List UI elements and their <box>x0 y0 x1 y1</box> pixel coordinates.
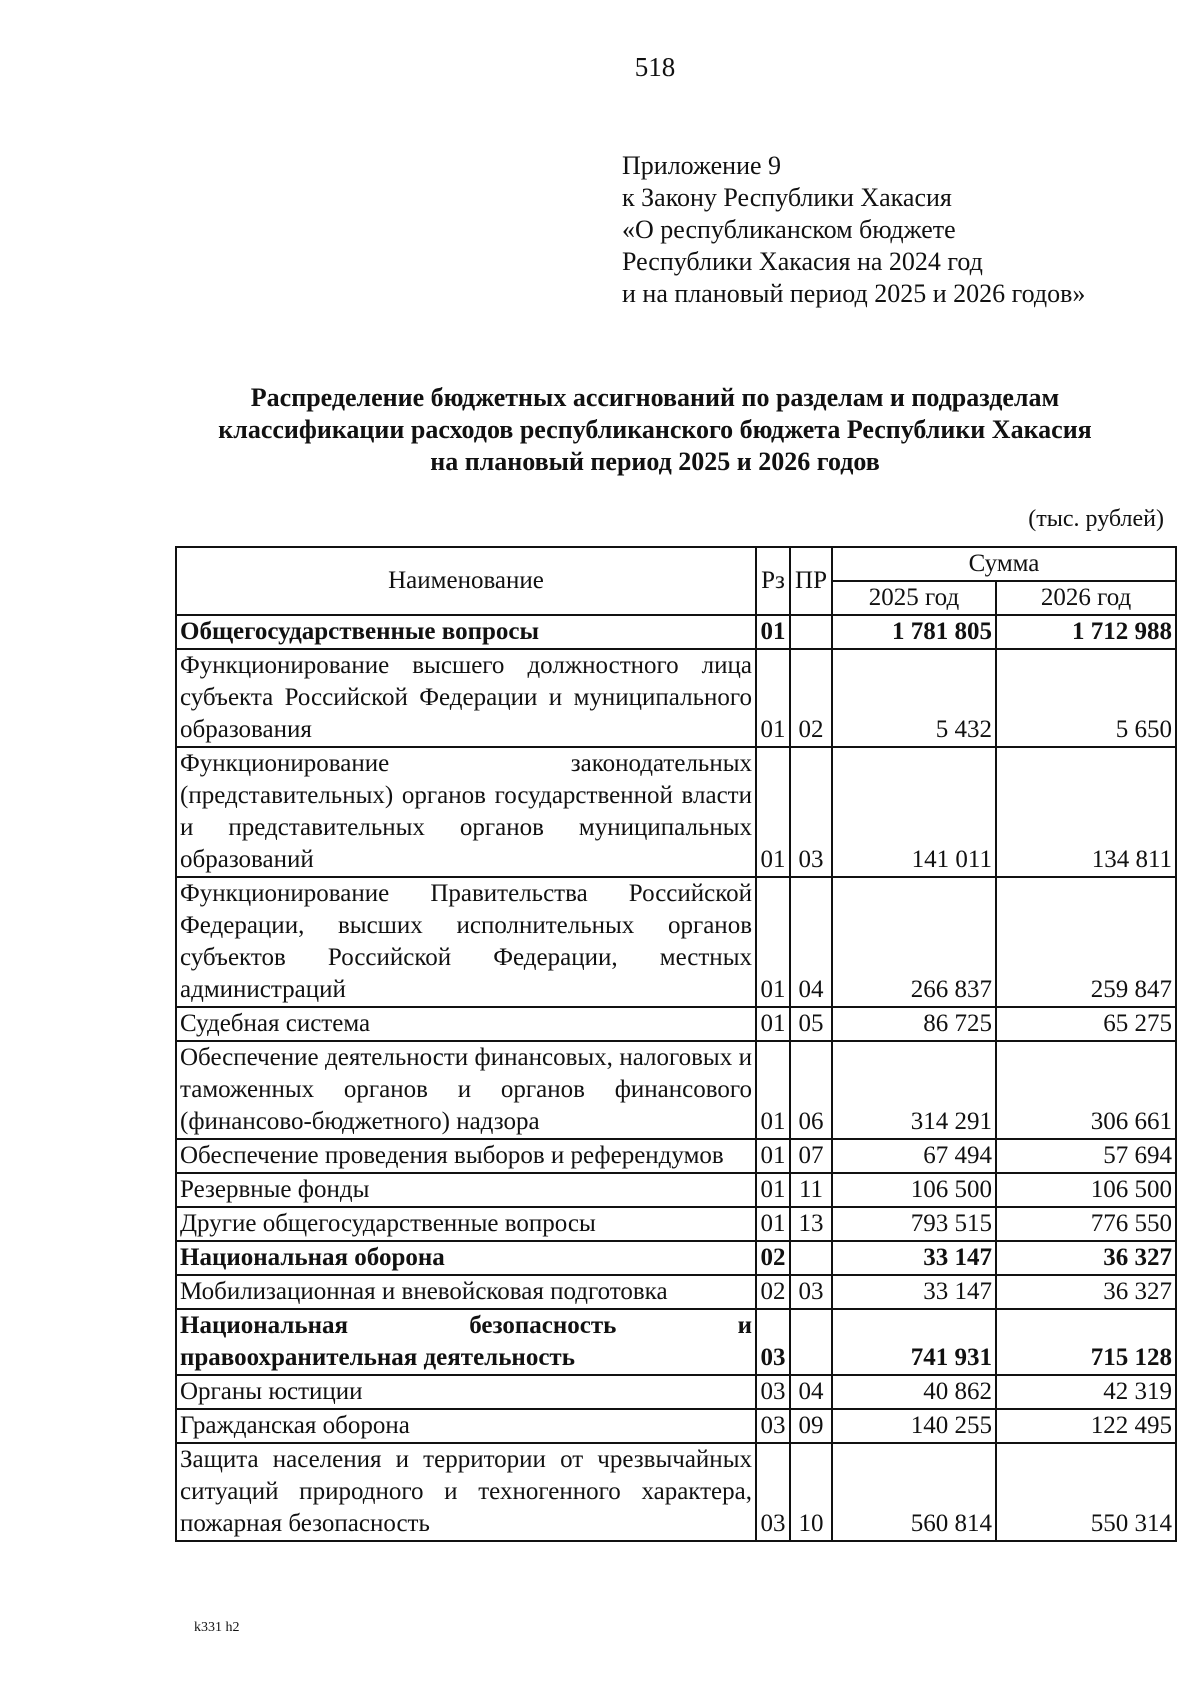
amount-2025-cell: 141 011 <box>832 747 996 877</box>
name-cell: Мобилизационная и вневойсковая подготовка <box>176 1275 756 1309</box>
appendix-line: Республики Хакасия на 2024 год <box>622 247 983 276</box>
header-sum: Сумма <box>832 547 1176 581</box>
table-row <box>176 1139 1176 1173</box>
appendix-line: и на плановый период 2025 и 2026 годов» <box>622 279 1086 308</box>
amount-2026-cell: 776 550 <box>996 1207 1176 1241</box>
amount-2026-cell: 42 319 <box>996 1375 1176 1409</box>
rz-cell: 03 <box>756 1409 790 1443</box>
amount-2026-cell: 550 314 <box>996 1443 1176 1541</box>
table-row <box>176 1275 1176 1309</box>
rz-cell: 03 <box>756 1443 790 1541</box>
name-cell: Общегосударственные вопросы <box>176 615 756 649</box>
name-cell: Национальная безопасность и правоохранительная деятельность <box>176 1309 756 1375</box>
pr-cell <box>790 615 832 649</box>
title-line: Распределение бюджетных ассигнований по разделам и подразделам <box>250 383 1060 412</box>
amount-2025-cell: 314 291 <box>832 1041 996 1139</box>
rz-cell: 01 <box>756 1207 790 1241</box>
units-label: (тыс. рублей) <box>1028 506 1164 532</box>
table-row <box>176 1041 1176 1139</box>
pr-cell: 05 <box>790 1007 832 1041</box>
amount-2025-cell: 5 432 <box>832 649 996 747</box>
table-row <box>176 1207 1176 1241</box>
table-row <box>176 1409 1176 1443</box>
pr-cell: 10 <box>790 1443 832 1541</box>
page-number: 518 <box>634 52 676 82</box>
amount-2026-cell: 65 275 <box>996 1007 1176 1041</box>
name-cell: Гражданская оборона <box>176 1409 756 1443</box>
title-line: на плановый период 2025 и 2026 годов <box>430 447 880 476</box>
pr-cell <box>790 1241 832 1275</box>
amount-2026-cell: 36 327 <box>996 1275 1176 1309</box>
pr-cell: 02 <box>790 649 832 747</box>
rz-cell: 01 <box>756 1041 790 1139</box>
name-cell: Защита населения и территории от чрезвычайных ситуаций природного и техногенного характера, пожарная безопасность <box>176 1443 756 1541</box>
footer-code: k331 h2 <box>194 1620 240 1635</box>
pr-cell: 13 <box>790 1207 832 1241</box>
pr-cell: 03 <box>790 1275 832 1309</box>
amount-2025-cell: 266 837 <box>832 877 996 1007</box>
rz-cell: 01 <box>756 877 790 1007</box>
appendix-line: «О республиканском бюджете <box>622 215 956 244</box>
rz-cell: 02 <box>756 1275 790 1309</box>
name-cell: Органы юстиции <box>176 1375 756 1409</box>
rz-cell: 01 <box>756 1007 790 1041</box>
amount-2026-cell: 715 128 <box>996 1309 1176 1375</box>
amount-2026-cell: 36 327 <box>996 1241 1176 1275</box>
amount-2025-cell: 40 862 <box>832 1375 996 1409</box>
pr-cell: 04 <box>790 877 832 1007</box>
header-year-2025: 2025 год <box>832 581 996 615</box>
amount-2025-cell: 106 500 <box>832 1173 996 1207</box>
amount-2026-cell: 259 847 <box>996 877 1176 1007</box>
table-row <box>176 1375 1176 1409</box>
rz-cell: 01 <box>756 615 790 649</box>
amount-2025-cell: 741 931 <box>832 1309 996 1375</box>
pr-cell: 04 <box>790 1375 832 1409</box>
pr-cell: 11 <box>790 1173 832 1207</box>
amount-2025-cell: 67 494 <box>832 1139 996 1173</box>
document-title <box>150 382 1160 478</box>
header-rz: Рз <box>756 547 790 615</box>
amount-2026-cell: 134 811 <box>996 747 1176 877</box>
title-line: классификации расходов республиканского бюджета Республики Хакасия <box>218 415 1092 444</box>
name-cell: Национальная оборона <box>176 1241 756 1275</box>
pr-cell: 03 <box>790 747 832 877</box>
name-cell: Функционирование Правительства Российской Федерации, высших исполнительных органов субъектов Российской Федерации, местных администраций <box>176 877 756 1007</box>
appendix-note <box>622 150 1085 310</box>
name-cell: Судебная система <box>176 1007 756 1041</box>
pr-cell: 09 <box>790 1409 832 1443</box>
amount-2026-cell: 122 495 <box>996 1409 1176 1443</box>
pr-cell: 07 <box>790 1139 832 1173</box>
amount-2026-cell: 1 712 988 <box>996 615 1176 649</box>
header-name: Наименование <box>176 547 756 615</box>
rz-cell: 03 <box>756 1375 790 1409</box>
table-row <box>176 1173 1176 1207</box>
name-cell: Функционирование законодательных (представительных) органов государственной власти и представительных органов муниципальных образований <box>176 747 756 877</box>
amount-2026-cell: 5 650 <box>996 649 1176 747</box>
rz-cell: 02 <box>756 1241 790 1275</box>
rz-cell: 03 <box>756 1309 790 1375</box>
pr-cell <box>790 1309 832 1375</box>
header-year-2026: 2026 год <box>996 581 1176 615</box>
table-row <box>176 649 1176 747</box>
budget-table <box>175 546 1177 1542</box>
table-row <box>176 1007 1176 1041</box>
table-row <box>176 877 1176 1007</box>
pr-cell: 06 <box>790 1041 832 1139</box>
amount-2025-cell: 1 781 805 <box>832 615 996 649</box>
name-cell: Обеспечение деятельности финансовых, налоговых и таможенных органов и органов финансового (финансово-бюджетного) надзора <box>176 1041 756 1139</box>
amount-2026-cell: 306 661 <box>996 1041 1176 1139</box>
table-row <box>176 747 1176 877</box>
name-cell: Другие общегосударственные вопросы <box>176 1207 756 1241</box>
name-cell: Резервные фонды <box>176 1173 756 1207</box>
name-cell: Обеспечение проведения выборов и референдумов <box>176 1139 756 1173</box>
rz-cell: 01 <box>756 1139 790 1173</box>
amount-2025-cell: 560 814 <box>832 1443 996 1541</box>
rz-cell: 01 <box>756 649 790 747</box>
amount-2025-cell: 33 147 <box>832 1275 996 1309</box>
amount-2026-cell: 57 694 <box>996 1139 1176 1173</box>
table-body <box>176 615 1176 1541</box>
amount-2026-cell: 106 500 <box>996 1173 1176 1207</box>
table-row <box>176 1309 1176 1375</box>
table-row <box>176 1241 1176 1275</box>
table-row <box>176 615 1176 649</box>
rz-cell: 01 <box>756 747 790 877</box>
name-cell: Функционирование высшего должностного лица субъекта Российской Федерации и муниципального образования <box>176 649 756 747</box>
appendix-line: Приложение 9 <box>622 151 782 180</box>
amount-2025-cell: 793 515 <box>832 1207 996 1241</box>
header-pr: ПР <box>790 547 832 615</box>
rz-cell: 01 <box>756 1173 790 1207</box>
table-row <box>176 1443 1176 1541</box>
amount-2025-cell: 33 147 <box>832 1241 996 1275</box>
appendix-line: к Закону Республики Хакасия <box>622 183 952 212</box>
amount-2025-cell: 86 725 <box>832 1007 996 1041</box>
amount-2025-cell: 140 255 <box>832 1409 996 1443</box>
